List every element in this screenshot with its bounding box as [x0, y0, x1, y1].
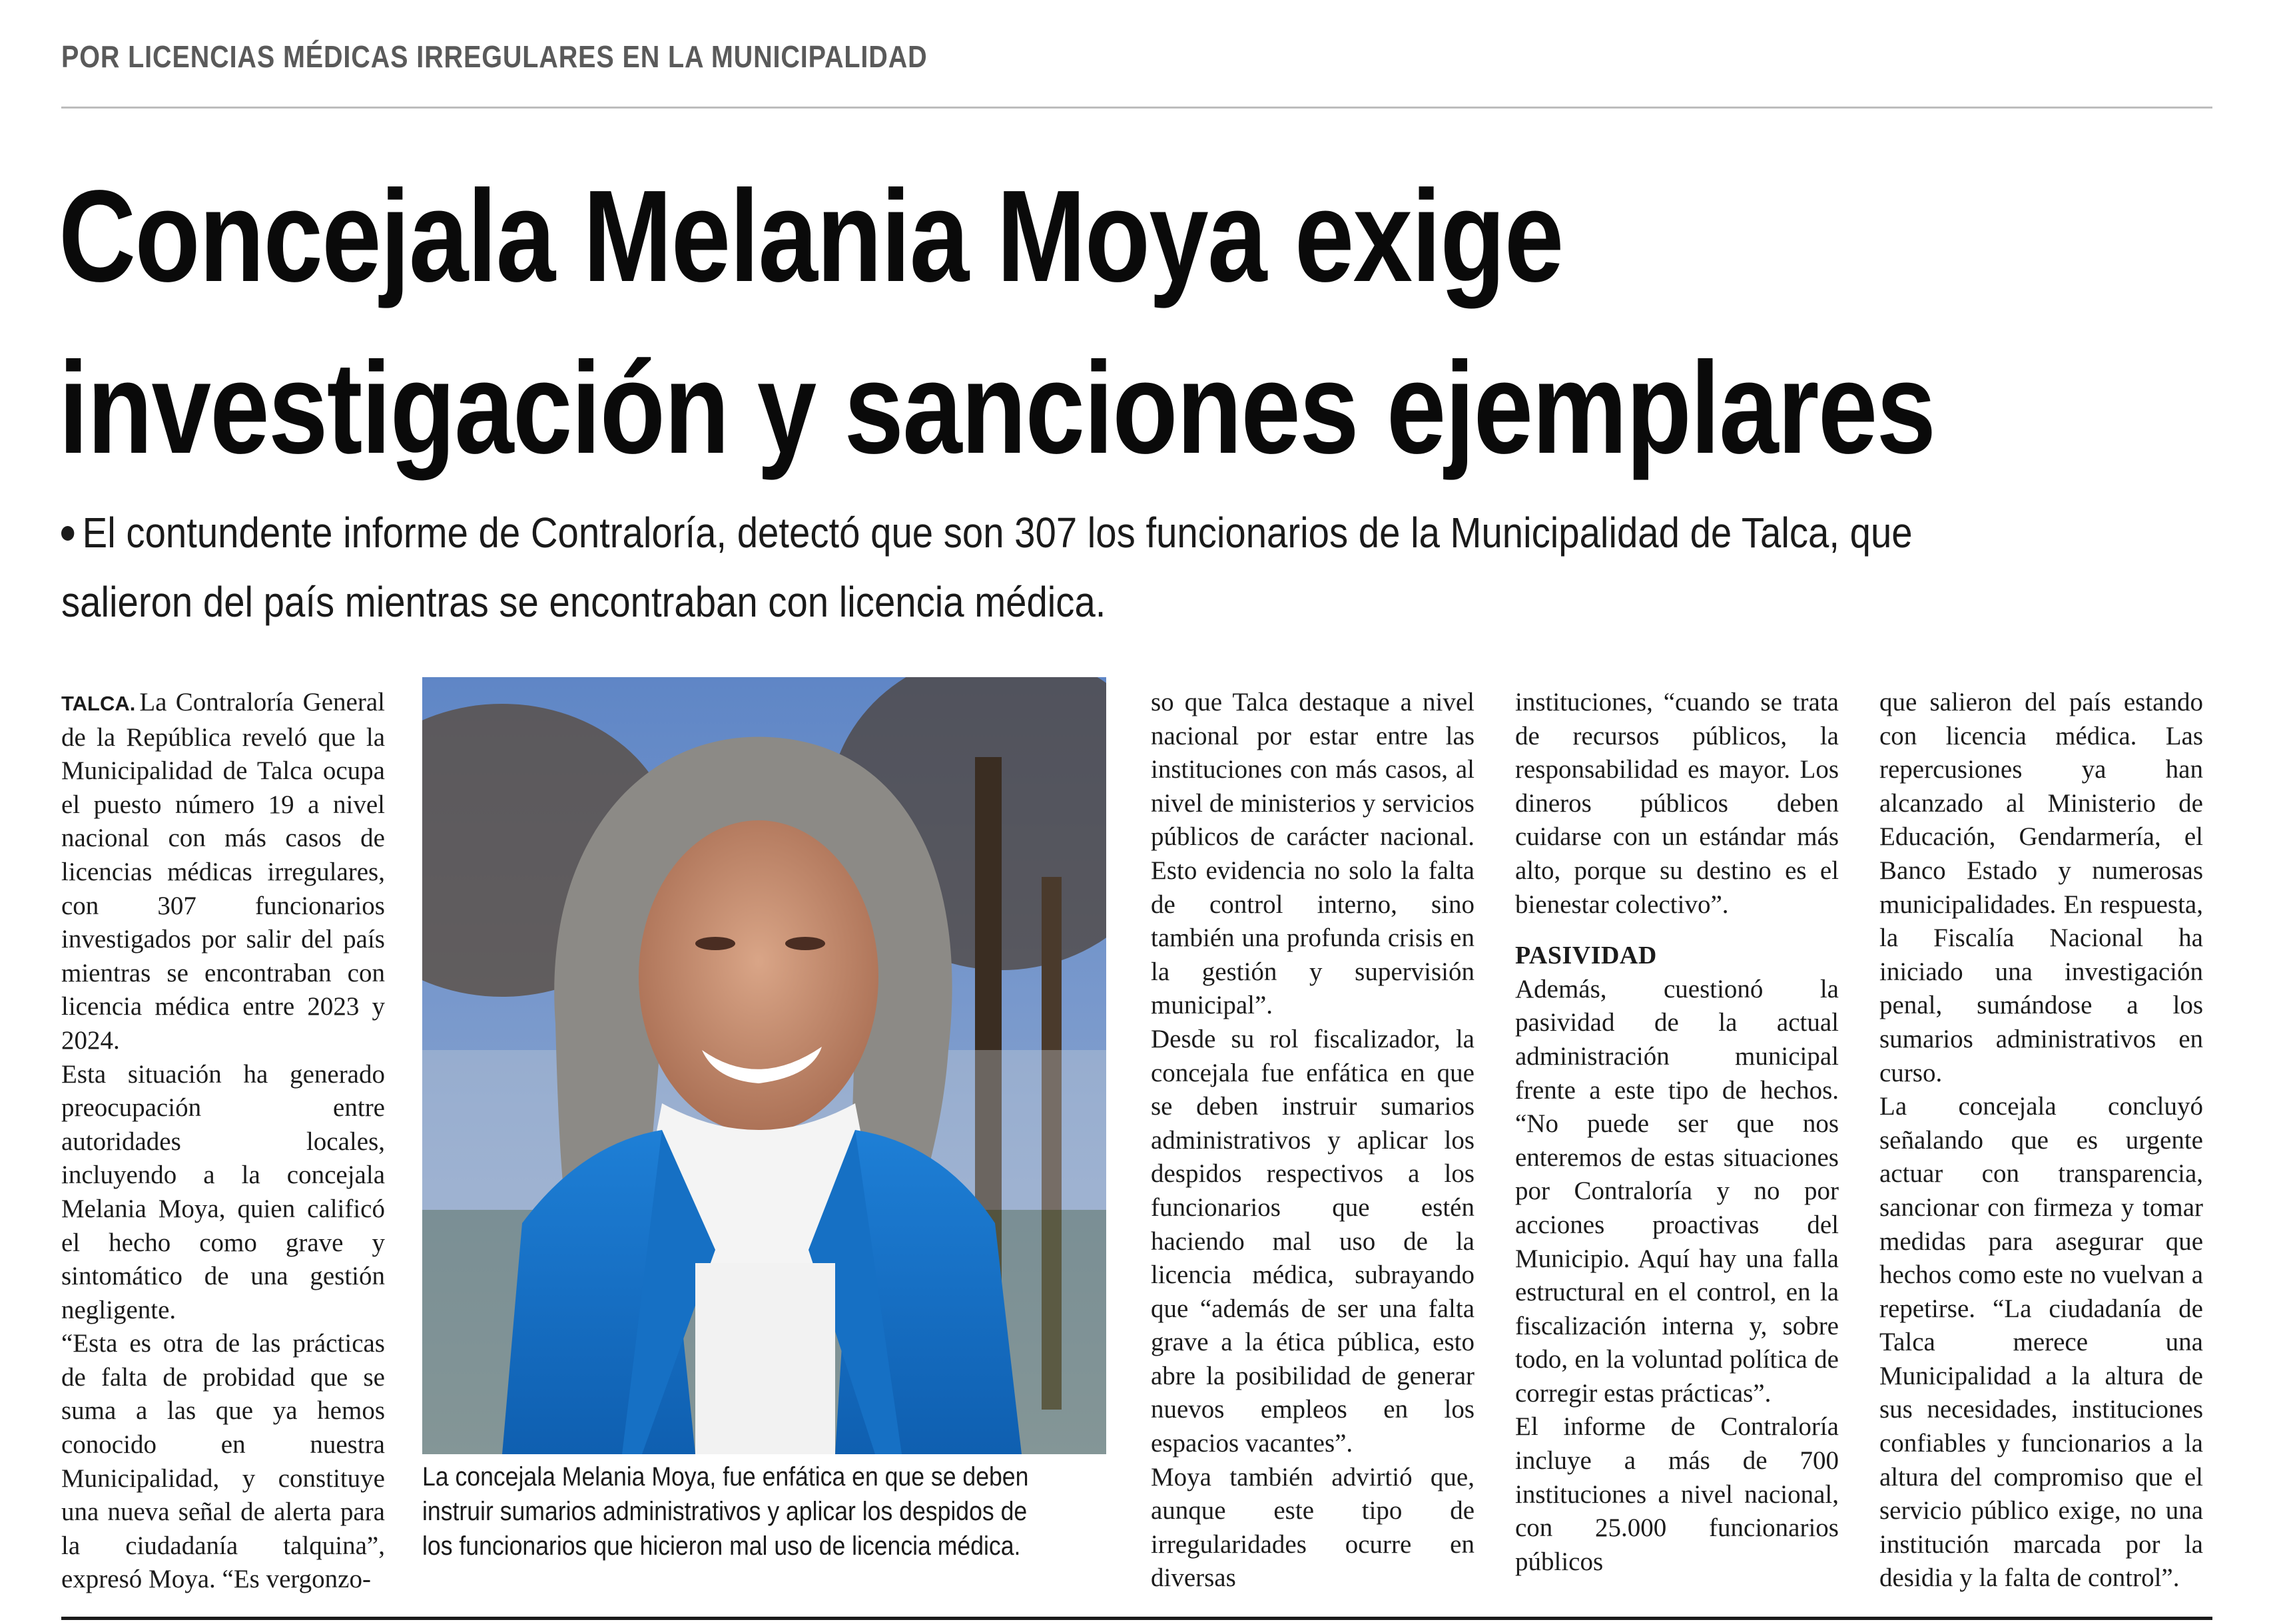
col1-paragraph-3: “Esta es otra de las prácticas de falta de probidad que se suma a las que ya hemos conocido en nuestra Municipalidad, y constituye una nueva señal de alerta para la ciudadanía talquina”, expresó Moya. “Es vergonzo- — [61, 1329, 385, 1594]
col2-paragraph-1: so que Talca destaque a nivel nacional por estar entre las instituciones con más casos, al nivel de ministerios y servicios públicos de carácter nacional. Esto evidencia no solo la falta de control interno, sino también una profunda crisis en la gestión y supervisión municipal”. — [1151, 688, 1474, 1020]
col3-paragraph-2: Además, cuestionó la pasividad de la actual administración municipal frente a este tipo de hechos. “No puede ser que nos enteremos de estas situaciones por Contraloría y no por acciones proactivas del Municipio. Aquí hay una falla estructural en el control, en la fiscalización interna y, sobre todo, en la voluntad política de corregir estas prácticas”. — [1515, 974, 1839, 1408]
col1-paragraph-1 — [61, 686, 385, 1058]
deck — [61, 498, 2171, 637]
headline-line-1: Concejala Melania Moya exige — [59, 163, 1563, 309]
deck-line-1-text: El contundente informe de Contraloría, detectó que son 307 los funcionarios de la Municipalidad de Talca, que — [82, 509, 1913, 557]
col1-p1-text: La Contraloría General de la República reveló que la Municipalidad de Talca ocupa el puesto número 19 a nivel nacional con más casos de licencias médicas irregulares, con 307 funcionarios investigados por salir del país mientras se encontraban con licencia médica entre 2023 y 2024. — [61, 688, 385, 1055]
photo-caption — [422, 1460, 1110, 1563]
portrait-illustration — [422, 677, 1106, 1454]
kicker: POR LICENCIAS MÉDICAS IRREGULARES EN LA MUNICIPALIDAD — [61, 39, 928, 74]
bullet-icon — [61, 526, 74, 541]
col4-paragraph-1: que salieron del país estando con licencia médica. Las repercusiones ya han alcanzado al Ministerio de Educación, Gendarmería, el Banco Estado y numerosas municipalidades. En respuesta, la Fiscalía Nacional ha iniciado una investigación penal, sumándose a los sumarios administrativos en curso. — [1879, 688, 2203, 1087]
col3-paragraph-1: instituciones, “cuando se trata de recursos públicos, la responsabilidad es mayor. Los dineros públicos deben cuidarse con un estándar más alto, porque su destino es el bienestar colectivo”. — [1515, 688, 1839, 919]
caption-line-2: instruir sumarios administrativos y aplicar los despidos de — [422, 1497, 1028, 1526]
top-rule — [61, 107, 2212, 109]
caption-line-1: La concejala Melania Moya, fue enfática en que se deben — [422, 1462, 1029, 1491]
col2-paragraph-3: Moya también advirtió que, aunque este tipo de irregularidades ocurre en diversas — [1151, 1462, 1474, 1593]
deck-line-2: salieron del país mientras se encontraban con licencia médica. — [61, 578, 1106, 626]
col3-paragraph-3: El informe de Contraloría incluye a más de 700 instituciones a nivel nacional, con 25.000 funcionarios públicos — [1515, 1412, 1839, 1576]
column-2 — [1151, 686, 1474, 1595]
col4-paragraph-2: La concejala concluyó señalando que es urgente actuar con transparencia, sancionar con firmeza y tomar medidas para asegurar que hechos como este no vuelvan a repetirse. “La ciudadanía de Talca merece una Municipalidad a la altura de sus necesidades, instituciones confiables y funcionarios a la altura del compromiso que el servicio público exige, no una institución marcada por la desidia y la falta de control”. — [1879, 1092, 2203, 1593]
dateline: TALCA. — [61, 692, 136, 715]
portrait-photo — [422, 677, 1106, 1454]
column-1 — [61, 686, 385, 1597]
caption-line-3: los funcionarios que hicieron mal uso de licencia médica. — [422, 1531, 1021, 1561]
column-4 — [1879, 686, 2203, 1595]
column-3 — [1515, 686, 1839, 1579]
col2-paragraph-2: Desde su rol fiscalizador, la concejala fue enfática en que se deben instruir sumarios administrativos y aplicar los despidos respectivos a los funcionarios que estén haciendo mal uso de la licencia médica, subrayando que “además de ser una falta grave a la ética pública, esto abre la posibilidad de generar nuevos empleos en los espacios vacantes”. — [1151, 1024, 1474, 1458]
col1-paragraph-2: Esta situación ha generado preocupación entre autoridades locales, incluyendo a la concejala Melania Moya, quien calificó el hecho como grave y sintomático de una gestión negligente. — [61, 1059, 385, 1324]
headline — [59, 150, 1935, 494]
bottom-rule — [61, 1617, 2212, 1620]
section-subhead: PASIVIDAD — [1515, 942, 1657, 970]
headline-line-2: investigación y sanciones ejemplares — [59, 335, 1935, 481]
deck-line-1 — [61, 498, 2171, 567]
